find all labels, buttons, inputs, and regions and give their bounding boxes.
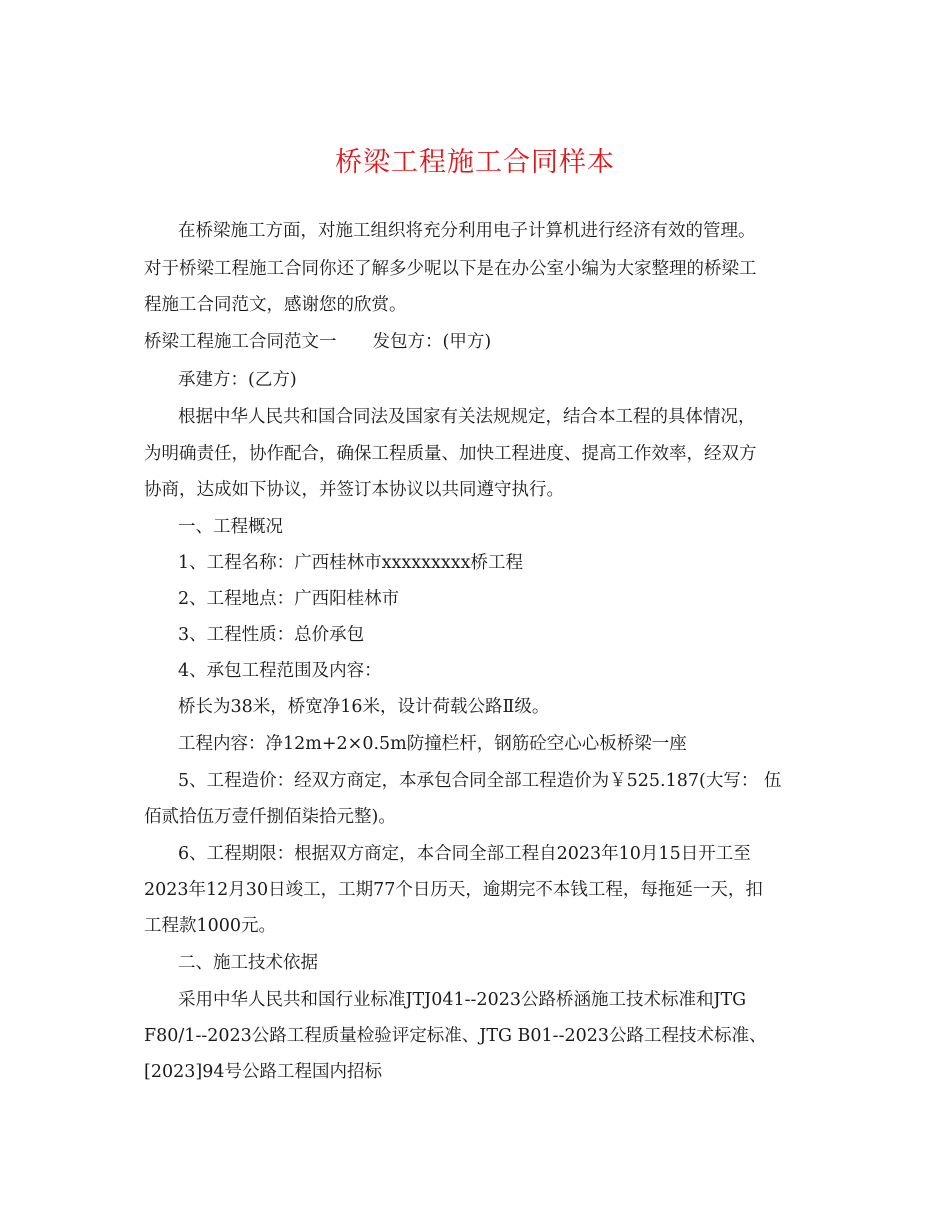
intro-line-1: 在桥梁施工方面，对施工组织将充分利用电子计算机进行经济有效的管理。 xyxy=(178,221,756,241)
contract-heading-line xyxy=(144,328,491,356)
preamble-line-2: 为明确责任，协作配合，确保工程质量、加快工程进度、提高工作效率，经双方 xyxy=(144,444,757,464)
project-location-line: 2、工程地点：广西阳桂林市 xyxy=(178,589,400,609)
intro-line-3: 程施工合同范文，感谢您的欣赏。 xyxy=(144,295,407,315)
standards-line-3: [2023]94号公路工程国内招标 xyxy=(144,1062,382,1082)
project-content-line: 工程内容：净12m+2×0.5m防撞栏杆，钢筋砼空心心板桥梁一座 xyxy=(178,734,687,754)
project-cost-line-2: 佰贰拾伍万壹仟捌佰柒拾元整)。 xyxy=(144,807,396,827)
project-period-line-1: 6、工程期限：根据双方商定，本合同全部工程自2023年10月15日开工至 xyxy=(178,844,751,864)
party-b-label: 承建方：(乙方) xyxy=(178,370,297,390)
party-a-label: 发包方：(甲方) xyxy=(372,332,492,352)
section-2-heading: 二、施工技术依据 xyxy=(178,953,318,973)
preamble-line-3: 协商，达成如下协议，并签订本协议以共同遵守执行。 xyxy=(144,480,564,500)
preamble-line-1: 根据中华人民共和国合同法及国家有关法规规定，结合本工程的具体情况， xyxy=(178,407,756,427)
intro-line-2: 对于桥梁工程施工合同你还了解多少呢以下是在办公室小编为大家整理的桥梁工 xyxy=(144,259,757,279)
standards-line-2: F80/1--2023公路工程质量检验评定标准、JTG B01--2023公路工程技术标准、 xyxy=(144,1026,767,1046)
project-scope-line: 4、承包工程范围及内容： xyxy=(178,661,382,681)
contract-sample-title: 桥梁工程施工合同范文一 xyxy=(144,332,337,352)
bridge-spec-line: 桥长为38米，桥宽净16米，设计荷载公路Ⅱ级。 xyxy=(178,697,550,717)
project-period-line-2: 2023年12月30日竣工，工期77个日历天，逾期完不本钱工程，每拖延一天，扣 xyxy=(144,880,763,900)
standards-line-1: 采用中华人民共和国行业标准JTJ041--2023公路桥涵施工技术标准和JTG xyxy=(178,990,747,1010)
project-period-line-3: 工程款1000元。 xyxy=(144,916,277,936)
section-1-heading: 一、工程概况 xyxy=(178,517,283,537)
project-nature-line: 3、工程性质：总价承包 xyxy=(178,625,365,645)
project-name-line: 1、工程名称：广西桂林市xxxxxxxxx桥工程 xyxy=(178,553,523,573)
document-title: 桥梁工程施工合同样本 xyxy=(335,147,615,178)
project-cost-line-1: 5、工程造价：经双方商定，本承包合同全部工程造价为￥525.187(大写： 伍 xyxy=(178,771,782,791)
